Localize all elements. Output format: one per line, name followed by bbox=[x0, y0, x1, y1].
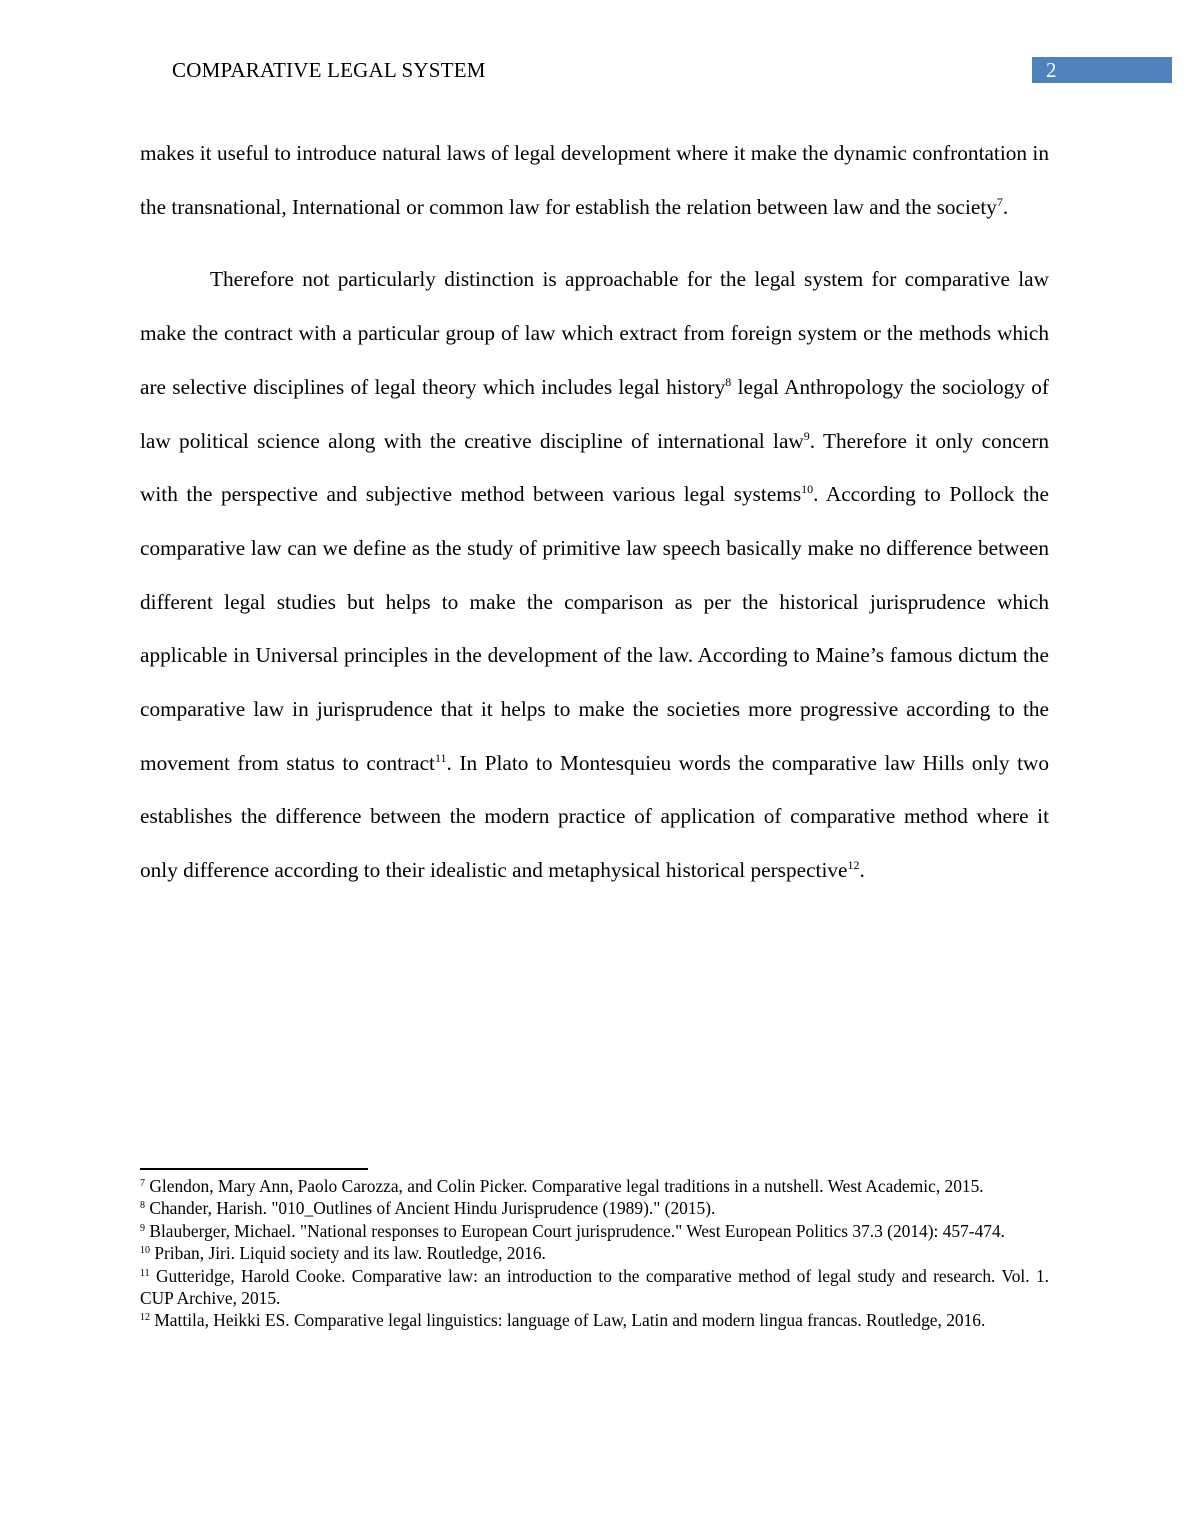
footnotes bbox=[140, 1175, 1049, 1332]
paragraph-text: . Therefore it only concern with the perspective and subjective method between various legal systems bbox=[140, 428, 1049, 507]
page-number: 2 bbox=[1032, 57, 1172, 83]
footnote-ref-10: 10 bbox=[801, 482, 814, 497]
paragraph-2 bbox=[140, 253, 1049, 897]
footnote-text: Chander, Harish. "010_Outlines of Ancient Hindu Jurisprudence (1989)." (2015). bbox=[145, 1198, 716, 1219]
footnote-separator bbox=[140, 1168, 368, 1170]
paragraph-text: . bbox=[1002, 194, 1009, 219]
footnote-number: 9 bbox=[140, 1222, 145, 1234]
footnote-12 bbox=[140, 1309, 1049, 1331]
footnote-11 bbox=[140, 1265, 1049, 1310]
footnote-9 bbox=[140, 1220, 1049, 1242]
footnote-ref-11: 11 bbox=[434, 750, 447, 765]
paragraph-text: makes it useful to introduce natural laws of legal development where it make the dynamic confrontation in the transnational, International or common law for establish the relation between law and the society bbox=[140, 141, 1049, 219]
footnote-text: Mattila, Heikki ES. Comparative legal linguistics: language of Law, Latin and modern lingua francas. Routledge, 2016. bbox=[150, 1310, 986, 1331]
footnote-number: 12 bbox=[140, 1312, 150, 1324]
footnote-ref-9: 9 bbox=[803, 428, 810, 443]
footnote-text: Glendon, Mary Ann, Paolo Carozza, and Colin Picker. Comparative legal traditions in a nutshell. West Academic, 2015. bbox=[145, 1176, 984, 1196]
footnote-number: 8 bbox=[140, 1200, 145, 1212]
footnote-ref-8: 8 bbox=[725, 374, 732, 389]
footnote-ref-12: 12 bbox=[847, 858, 860, 873]
footnote-7 bbox=[140, 1175, 1049, 1197]
footnote-10 bbox=[140, 1242, 1049, 1264]
paragraph-text: . In Plato to Montesquieu words the comparative law Hills only two establishes the difference between the modern practice of application of comparative method where it only difference according to their idealistic and metaphysical historical perspective bbox=[140, 750, 1050, 883]
paragraph-text: Therefore not particularly distinction is approachable for the legal system for comparative law make the contract with a particular group of law which extract from foreign system or the methods which are selective disciplines of legal theory which includes legal history bbox=[140, 267, 1049, 399]
footnote-ref-7: 7 bbox=[996, 194, 1003, 209]
paragraph-text: . According to Pollock the comparative law can we define as the study of primitive law speech basically make no difference between different legal studies but helps to make the comparison as per the historical jurisprudence which applicable in Universal principles in the development of the law. According to Maine’s famous dictum the comparative law in jurisprudence that it helps to make the societies more progressive according to the movement from status to contract bbox=[140, 482, 1049, 775]
footnote-number: 7 bbox=[140, 1178, 145, 1189]
footnote-number: 10 bbox=[140, 1245, 150, 1257]
footnote-number: 11 bbox=[140, 1267, 150, 1279]
paragraph-1 bbox=[140, 127, 1049, 234]
footnote-8 bbox=[140, 1197, 1049, 1219]
footnote-text: Gutteridge, Harold Cooke. Comparative law: an introduction to the comparative method of legal study and research. Vol. 1. CUP Archive, 2015. bbox=[140, 1265, 1049, 1309]
footnote-text: Priban, Jiri. Liquid society and its law. Routledge, 2016. bbox=[150, 1243, 546, 1264]
footnote-text: Blauberger, Michael. "National responses to European Court jurisprudence." West European Politics 37.3 (2014): 457-474. bbox=[145, 1220, 1006, 1241]
running-head: COMPARATIVE LEGAL SYSTEM bbox=[172, 58, 486, 82]
body-text bbox=[140, 127, 1049, 898]
paragraph-text: legal Anthropology the sociology of law political science along with the creative discipline of international law bbox=[140, 374, 1049, 453]
paragraph-text: . bbox=[859, 858, 865, 883]
